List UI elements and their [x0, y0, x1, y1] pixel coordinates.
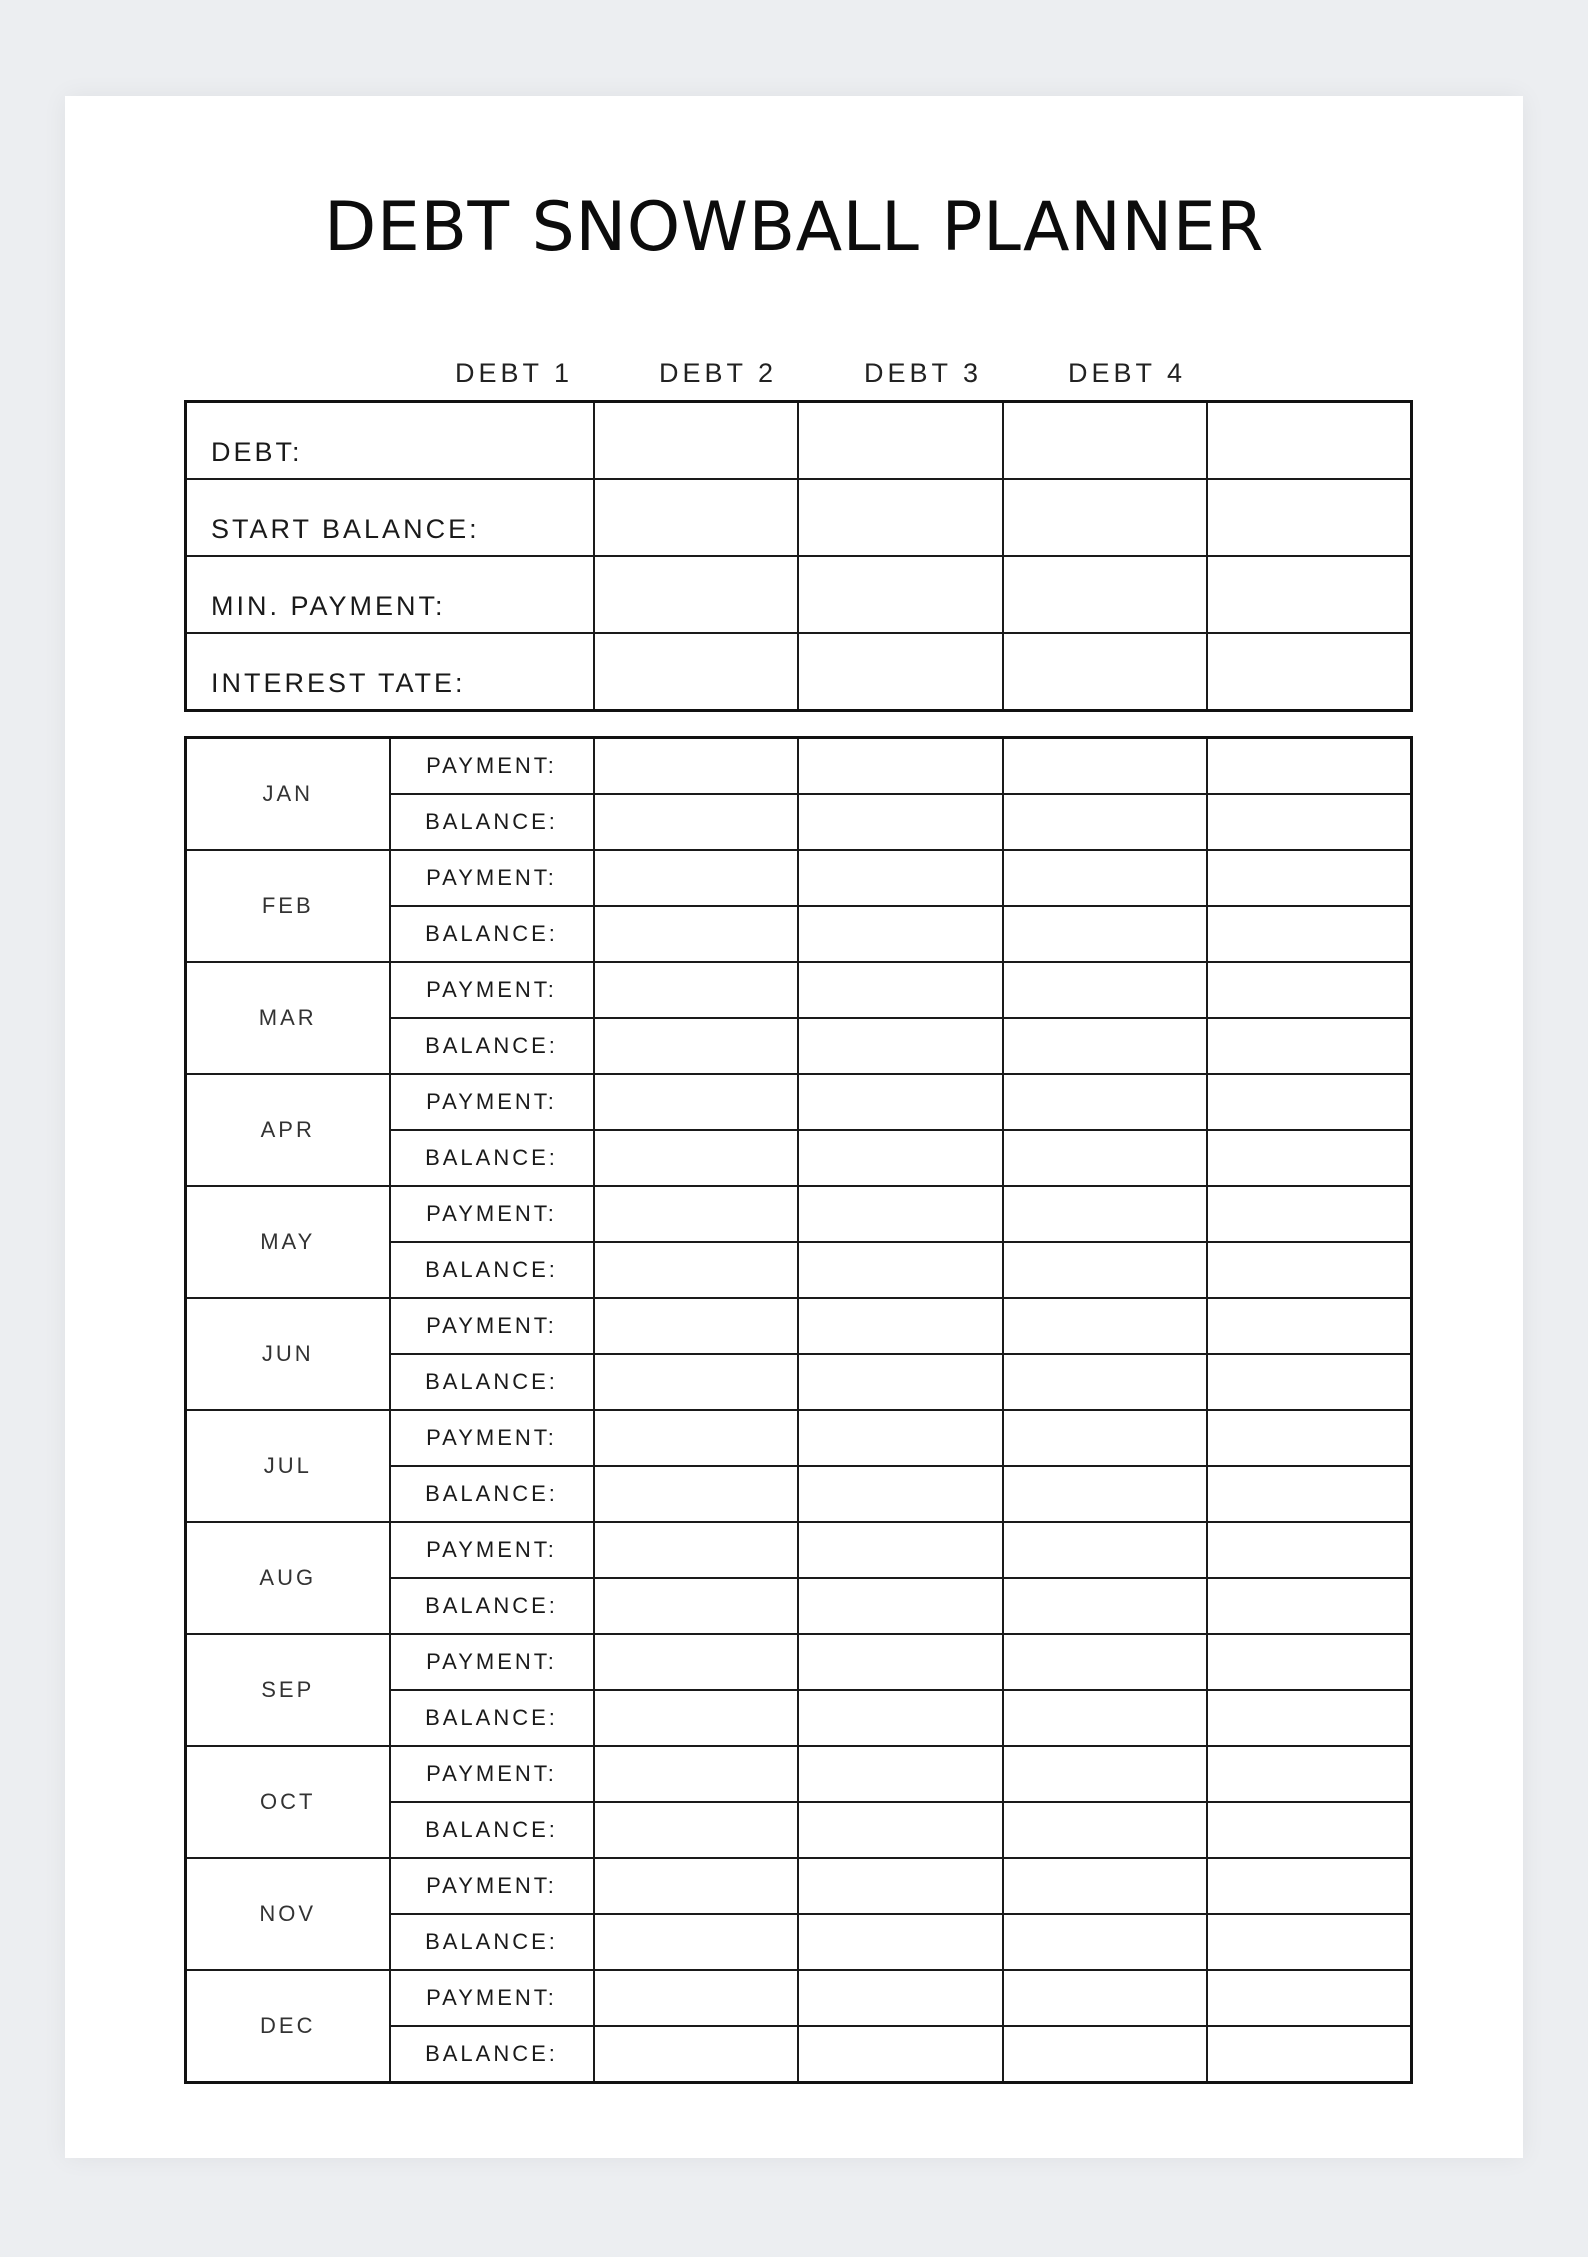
payment-label: PAYMENT: [390, 738, 594, 795]
payment-cell-debt-3[interactable] [1003, 1970, 1207, 2026]
balance-cell-debt-4[interactable] [1207, 1578, 1412, 1634]
balance-cell-debt-2[interactable] [798, 1466, 1003, 1522]
payment-cell-debt-1[interactable] [594, 1522, 798, 1578]
month-label: DEC [186, 1970, 390, 2083]
payment-label: PAYMENT: [390, 1410, 594, 1466]
balance-label: BALANCE: [390, 1466, 594, 1522]
payment-cell-debt-2[interactable] [798, 1186, 1003, 1242]
summary-cell-debt-3[interactable] [1003, 479, 1207, 556]
payment-cell-debt-3[interactable] [1003, 1522, 1207, 1578]
payment-label: PAYMENT: [390, 962, 594, 1018]
month-label: MAY [186, 1186, 390, 1298]
payment-cell-debt-2[interactable] [798, 1970, 1003, 2026]
payment-cell-debt-3[interactable] [1003, 1410, 1207, 1466]
balance-cell-debt-4[interactable] [1207, 2026, 1412, 2083]
month-payment-row [186, 1634, 1412, 1690]
summary-cell-debt-3[interactable] [1003, 633, 1207, 711]
monthly-payments-table [184, 736, 1413, 2084]
payment-cell-debt-2[interactable] [798, 1410, 1003, 1466]
payment-cell-debt-4[interactable] [1207, 1298, 1412, 1354]
payment-cell-debt-4[interactable] [1207, 1746, 1412, 1802]
summary-cell-debt-4[interactable] [1207, 402, 1412, 480]
debt-summary-table [184, 400, 1413, 712]
payment-cell-debt-1[interactable] [594, 1074, 798, 1130]
payment-cell-debt-3[interactable] [1003, 1298, 1207, 1354]
balance-cell-debt-3[interactable] [1003, 1466, 1207, 1522]
payment-label: PAYMENT: [390, 1634, 594, 1690]
balance-cell-debt-4[interactable] [1207, 906, 1412, 962]
month-payment-row [186, 1746, 1412, 1802]
month-label: FEB [186, 850, 390, 962]
balance-cell-debt-1[interactable] [594, 1242, 798, 1298]
balance-cell-debt-4[interactable] [1207, 1242, 1412, 1298]
payment-label: PAYMENT: [390, 1186, 594, 1242]
payment-label: PAYMENT: [390, 1746, 594, 1802]
column-header-debt-1: DEBT 1 [454, 358, 574, 388]
month-payment-row [186, 1970, 1412, 2026]
balance-cell-debt-2[interactable] [798, 1914, 1003, 1970]
month-label: JAN [186, 738, 390, 851]
balance-cell-debt-4[interactable] [1207, 1466, 1412, 1522]
summary-cell-debt-2[interactable] [798, 402, 1003, 480]
payment-label: PAYMENT: [390, 1074, 594, 1130]
summary-cell-debt-4[interactable] [1207, 556, 1412, 633]
balance-cell-debt-4[interactable] [1207, 1690, 1412, 1746]
balance-cell-debt-1[interactable] [594, 906, 798, 962]
balance-cell-debt-3[interactable] [1003, 794, 1207, 850]
month-payment-row [186, 1522, 1412, 1578]
balance-cell-debt-2[interactable] [798, 906, 1003, 962]
payment-cell-debt-4[interactable] [1207, 1522, 1412, 1578]
planner-page [65, 96, 1523, 2158]
summary-cell-debt-4[interactable] [1207, 633, 1412, 711]
month-payment-row [186, 1410, 1412, 1466]
summary-row-label: MIN. PAYMENT: [186, 556, 594, 633]
payment-cell-debt-3[interactable] [1003, 1746, 1207, 1802]
payment-cell-debt-3[interactable] [1003, 850, 1207, 906]
month-payment-row [186, 962, 1412, 1018]
balance-cell-debt-4[interactable] [1207, 1130, 1412, 1186]
month-label: JUL [186, 1410, 390, 1522]
payment-cell-debt-4[interactable] [1207, 738, 1412, 795]
payment-cell-debt-4[interactable] [1207, 962, 1412, 1018]
payment-cell-debt-1[interactable] [594, 962, 798, 1018]
payment-cell-debt-3[interactable] [1003, 962, 1207, 1018]
balance-cell-debt-2[interactable] [798, 2026, 1003, 2083]
payment-cell-debt-3[interactable] [1003, 738, 1207, 795]
payment-cell-debt-1[interactable] [594, 1746, 798, 1802]
summary-cell-debt-2[interactable] [798, 479, 1003, 556]
balance-label: BALANCE: [390, 1018, 594, 1074]
month-label: AUG [186, 1522, 390, 1634]
payment-cell-debt-2[interactable] [798, 1298, 1003, 1354]
balance-cell-debt-2[interactable] [798, 1690, 1003, 1746]
summary-cell-debt-1[interactable] [594, 556, 798, 633]
balance-label: BALANCE: [390, 1690, 594, 1746]
month-label: OCT [186, 1746, 390, 1858]
balance-cell-debt-3[interactable] [1003, 1130, 1207, 1186]
balance-cell-debt-2[interactable] [798, 1242, 1003, 1298]
payment-cell-debt-4[interactable] [1207, 1634, 1412, 1690]
payment-cell-debt-4[interactable] [1207, 1410, 1412, 1466]
balance-cell-debt-1[interactable] [594, 794, 798, 850]
balance-label: BALANCE: [390, 2026, 594, 2083]
summary-cell-debt-4[interactable] [1207, 479, 1412, 556]
balance-cell-debt-3[interactable] [1003, 1802, 1207, 1858]
month-payment-row [186, 1186, 1412, 1242]
payment-label: PAYMENT: [390, 1522, 594, 1578]
summary-row [186, 402, 1412, 480]
payment-cell-debt-2[interactable] [798, 1634, 1003, 1690]
balance-label: BALANCE: [390, 1802, 594, 1858]
summary-cell-debt-3[interactable] [1003, 402, 1207, 480]
payment-cell-debt-4[interactable] [1207, 1186, 1412, 1242]
balance-cell-debt-1[interactable] [594, 1802, 798, 1858]
payment-cell-debt-1[interactable] [594, 1858, 798, 1914]
payment-cell-debt-1[interactable] [594, 1634, 798, 1690]
summary-cell-debt-1[interactable] [594, 402, 798, 480]
payment-cell-debt-3[interactable] [1003, 1634, 1207, 1690]
balance-cell-debt-4[interactable] [1207, 1914, 1412, 1970]
payment-cell-debt-1[interactable] [594, 1186, 798, 1242]
balance-cell-debt-3[interactable] [1003, 1690, 1207, 1746]
balance-cell-debt-1[interactable] [594, 1690, 798, 1746]
balance-cell-debt-1[interactable] [594, 1578, 798, 1634]
balance-cell-debt-4[interactable] [1207, 1802, 1412, 1858]
balance-cell-debt-4[interactable] [1207, 1354, 1412, 1410]
month-label: APR [186, 1074, 390, 1186]
payment-label: PAYMENT: [390, 850, 594, 906]
payment-cell-debt-2[interactable] [798, 850, 1003, 906]
balance-label: BALANCE: [390, 1242, 594, 1298]
summary-cell-debt-3[interactable] [1003, 556, 1207, 633]
payment-cell-debt-3[interactable] [1003, 1186, 1207, 1242]
summary-cell-debt-1[interactable] [594, 479, 798, 556]
debt-column-headers [65, 358, 1523, 398]
balance-cell-debt-1[interactable] [594, 1914, 798, 1970]
payment-cell-debt-2[interactable] [798, 962, 1003, 1018]
payment-cell-debt-4[interactable] [1207, 1858, 1412, 1914]
balance-cell-debt-1[interactable] [594, 1018, 798, 1074]
month-label: SEP [186, 1634, 390, 1746]
payment-cell-debt-2[interactable] [798, 1858, 1003, 1914]
month-payment-row [186, 850, 1412, 906]
balance-cell-debt-4[interactable] [1207, 1018, 1412, 1074]
balance-cell-debt-4[interactable] [1207, 794, 1412, 850]
balance-cell-debt-1[interactable] [594, 1354, 798, 1410]
balance-cell-debt-3[interactable] [1003, 1914, 1207, 1970]
summary-row [186, 633, 1412, 711]
month-payment-row [186, 1074, 1412, 1130]
month-label: NOV [186, 1858, 390, 1970]
balance-cell-debt-2[interactable] [798, 1802, 1003, 1858]
payment-cell-debt-2[interactable] [798, 1746, 1003, 1802]
payment-cell-debt-2[interactable] [798, 738, 1003, 795]
balance-label: BALANCE: [390, 906, 594, 962]
balance-cell-debt-2[interactable] [798, 1018, 1003, 1074]
balance-cell-debt-2[interactable] [798, 794, 1003, 850]
balance-cell-debt-3[interactable] [1003, 1018, 1207, 1074]
column-header-debt-3: DEBT 3 [863, 358, 983, 388]
summary-row-label: INTEREST TATE: [186, 633, 594, 711]
balance-cell-debt-1[interactable] [594, 2026, 798, 2083]
balance-cell-debt-3[interactable] [1003, 2026, 1207, 2083]
balance-cell-debt-2[interactable] [798, 1354, 1003, 1410]
balance-label: BALANCE: [390, 1354, 594, 1410]
balance-cell-debt-2[interactable] [798, 1578, 1003, 1634]
balance-cell-debt-1[interactable] [594, 1130, 798, 1186]
month-payment-row [186, 738, 1412, 795]
payment-cell-debt-1[interactable] [594, 1410, 798, 1466]
balance-cell-debt-2[interactable] [798, 1130, 1003, 1186]
payment-cell-debt-4[interactable] [1207, 1970, 1412, 2026]
balance-label: BALANCE: [390, 1914, 594, 1970]
balance-cell-debt-3[interactable] [1003, 906, 1207, 962]
payment-cell-debt-1[interactable] [594, 1970, 798, 2026]
summary-row-label: START BALANCE: [186, 479, 594, 556]
payment-label: PAYMENT: [390, 1970, 594, 2026]
month-label: MAR [186, 962, 390, 1074]
balance-label: BALANCE: [390, 1130, 594, 1186]
summary-row [186, 556, 1412, 633]
summary-row [186, 479, 1412, 556]
payment-cell-debt-4[interactable] [1207, 850, 1412, 906]
balance-label: BALANCE: [390, 1578, 594, 1634]
payment-label: PAYMENT: [390, 1298, 594, 1354]
payment-label: PAYMENT: [390, 1858, 594, 1914]
balance-label: BALANCE: [390, 794, 594, 850]
month-payment-row [186, 1858, 1412, 1914]
payment-cell-debt-1[interactable] [594, 850, 798, 906]
summary-cell-debt-1[interactable] [594, 633, 798, 711]
payment-cell-debt-1[interactable] [594, 1298, 798, 1354]
balance-cell-debt-3[interactable] [1003, 1354, 1207, 1410]
balance-cell-debt-3[interactable] [1003, 1242, 1207, 1298]
summary-cell-debt-2[interactable] [798, 556, 1003, 633]
payment-cell-debt-2[interactable] [798, 1522, 1003, 1578]
summary-row-label: DEBT: [186, 402, 594, 480]
balance-cell-debt-3[interactable] [1003, 1578, 1207, 1634]
column-header-debt-4: DEBT 4 [1067, 358, 1187, 388]
payment-cell-debt-2[interactable] [798, 1074, 1003, 1130]
column-header-debt-2: DEBT 2 [658, 358, 778, 388]
payment-cell-debt-3[interactable] [1003, 1858, 1207, 1914]
summary-cell-debt-2[interactable] [798, 633, 1003, 711]
month-payment-row [186, 1298, 1412, 1354]
payment-cell-debt-1[interactable] [594, 738, 798, 795]
balance-cell-debt-1[interactable] [594, 1466, 798, 1522]
page-title: DEBT SNOWBALL PLANNER [324, 188, 1264, 267]
month-label: JUN [186, 1298, 390, 1410]
payment-cell-debt-3[interactable] [1003, 1074, 1207, 1130]
payment-cell-debt-4[interactable] [1207, 1074, 1412, 1130]
